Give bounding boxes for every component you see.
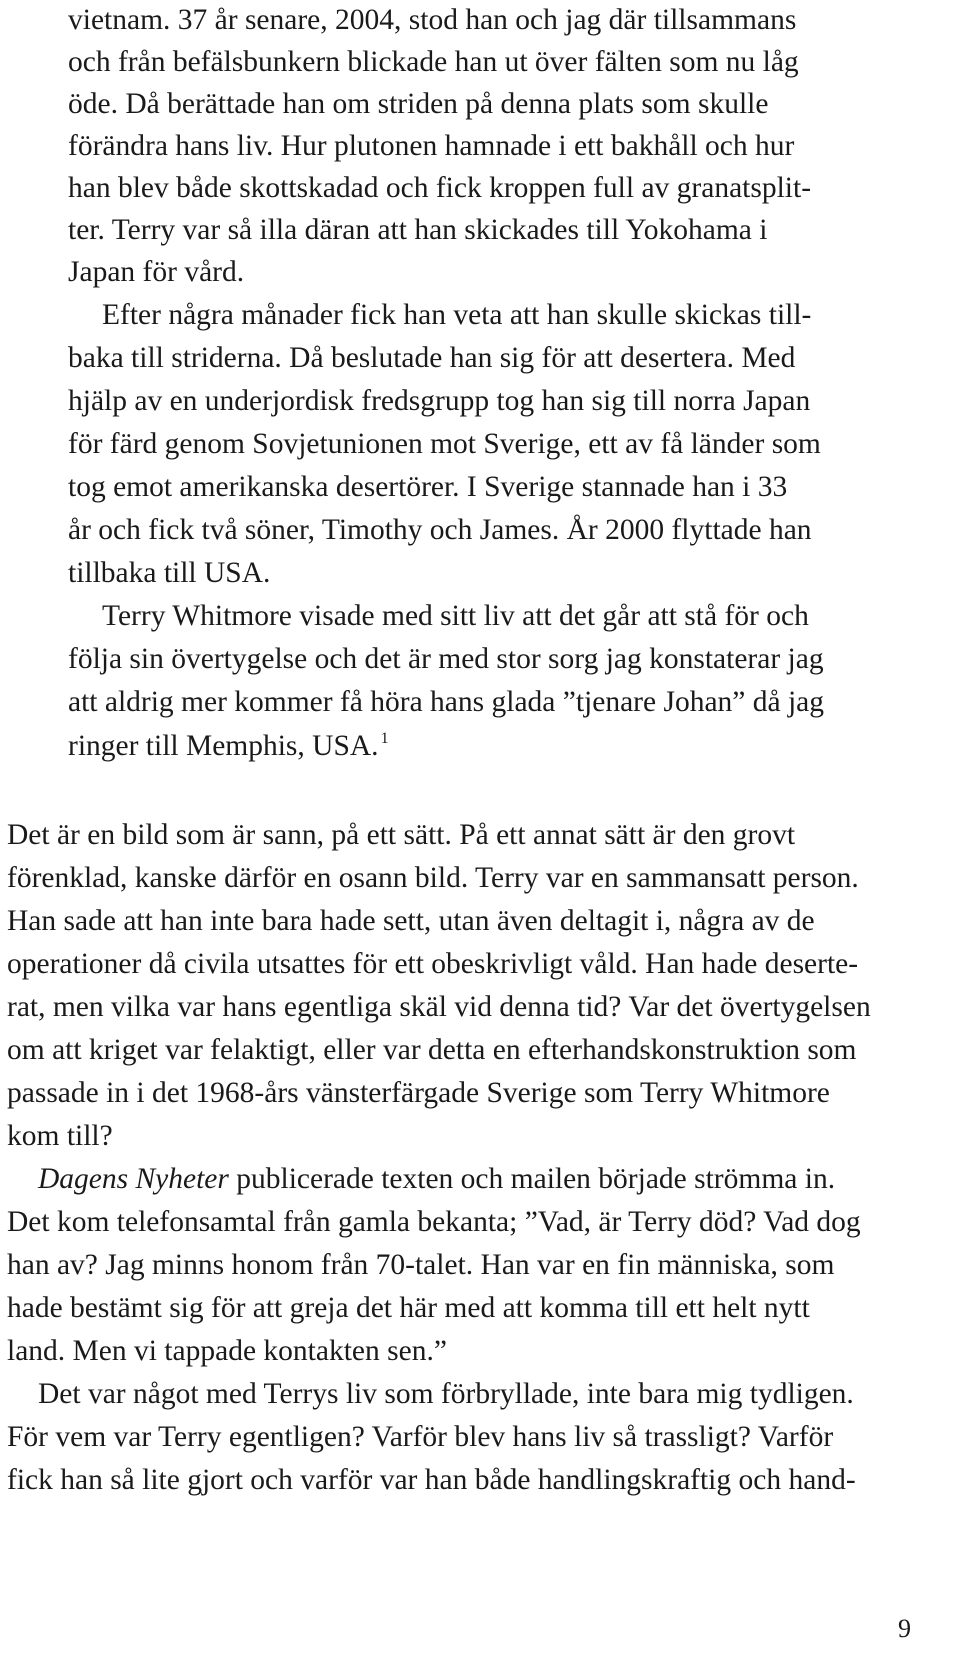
quote-line: för färd genom Sovjetunionen mot Sverige, ett av få länder som — [68, 428, 821, 460]
quote-line: Terry Whitmore visade med sitt liv att det går att stå för och — [102, 600, 809, 632]
body-line-text: publicerade texten och mailen började strömma in. — [236, 1163, 836, 1195]
quote-line: att aldrig mer kommer få höra hans glada ”tjenare Johan” då jag — [68, 686, 825, 718]
body-line: hade bestämt sig för att greja det här med att komma till ett helt nytt — [7, 1292, 810, 1324]
body-line: förenklad, kanske därför en osann bild. Terry var en sammansatt person. — [7, 862, 859, 894]
body-line: land. Men vi tappade kontakten sen.” — [7, 1335, 447, 1367]
body-line: fick han så lite gjort och varför var han både handlingskraftig och hand- — [7, 1464, 856, 1496]
quote-line: öde. Då berättade han om striden på denna plats som skulle — [68, 88, 769, 120]
body-line-with-title — [38, 1165, 835, 1195]
quote-line: följa sin övertygelse och det är med stor sorg jag konstaterar jag — [68, 643, 824, 675]
body-line: han av? Jag minns honom från 70-talet. Han var en fin människa, som — [7, 1249, 835, 1281]
quote-line-last — [68, 731, 389, 762]
quote-line: vietnam. 37 år senare, 2004, stod han och jag där tillsammans — [68, 4, 797, 36]
body-line: rat, men vilka var hans egentliga skäl vid denna tid? Var det övertygelsen — [7, 991, 871, 1023]
body-line: Han sade att han inte bara hade sett, utan även deltagit i, några av de — [7, 905, 815, 937]
body-line: om att kriget var felaktigt, eller var detta en efterhandskonstruktion som — [7, 1034, 857, 1066]
body-line: Det är en bild som är sann, på ett sätt. På ett annat sätt är den grovt — [7, 819, 796, 851]
quote-line-text: ringer till Memphis, USA. — [68, 730, 379, 762]
quote-line: och från befälsbunkern blickade han ut över fälten som nu låg — [68, 46, 799, 78]
quote-line: ter. Terry var så illa däran att han skickades till Yokohama i — [68, 214, 768, 246]
quote-line: tog emot amerikanska desertörer. I Sverige stannade han i 33 — [68, 471, 788, 503]
publication-title: Dagens Nyheter — [38, 1163, 229, 1195]
quote-line: hjälp av en underjordisk fredsgrupp tog han sig till norra Japan — [68, 385, 811, 417]
footnote-marker: 1 — [380, 730, 389, 747]
quote-line: år och fick två söner, Timothy och James. År 2000 flyttade han — [68, 514, 812, 546]
quote-line: baka till striderna. Då beslutade han sig för att desertera. Med — [68, 342, 796, 374]
quote-line: han blev både skottskadad och fick kroppen full av granatsplit- — [68, 172, 812, 204]
quote-line: förändra hans liv. Hur plutonen hamnade i ett bakhåll och hur — [68, 130, 795, 162]
quote-line: Japan för vård. — [68, 256, 245, 288]
body-line: För vem var Terry egentligen? Varför blev hans liv så trassligt? Varför — [7, 1421, 834, 1453]
quote-line: Efter några månader fick han veta att han skulle skickas till- — [102, 299, 812, 331]
body-line: operationer då civila utsattes för ett obeskrivligt våld. Han hade deserte- — [7, 948, 859, 980]
page-number: 9 — [898, 1614, 911, 1643]
body-line: Det kom telefonsamtal från gamla bekanta; ”Vad, är Terry död? Vad dog — [7, 1206, 861, 1238]
body-line: kom till? — [7, 1120, 113, 1152]
body-line: Det var något med Terrys liv som förbryllade, inte bara mig tydligen. — [38, 1378, 854, 1410]
body-line: passade in i det 1968-års vänsterfärgade Sverige som Terry Whitmore — [7, 1077, 830, 1109]
quote-line: tillbaka till USA. — [68, 557, 271, 589]
